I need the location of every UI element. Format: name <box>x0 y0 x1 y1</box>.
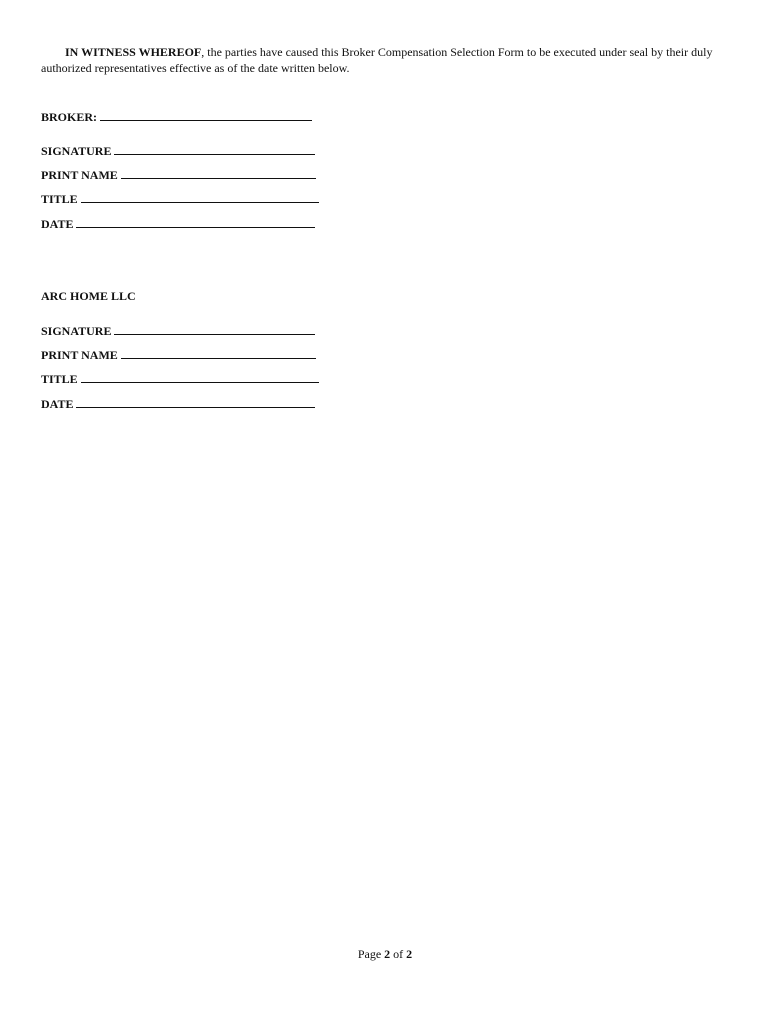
broker-field <box>41 108 312 124</box>
broker-date-label: DATE <box>41 217 74 231</box>
arc-title-line[interactable] <box>81 370 319 383</box>
broker-print-name-line[interactable] <box>121 166 316 179</box>
broker-date-field <box>41 215 315 231</box>
broker-name-line[interactable] <box>100 108 312 121</box>
witness-text: , the parties have caused this Broker Compensation Selection Form to be executed under seal by their duly authorized representatives effective as of the date written below. <box>41 45 713 75</box>
broker-print-name-label: PRINT NAME <box>41 168 118 182</box>
broker-title-line[interactable] <box>81 190 319 203</box>
broker-date-line[interactable] <box>76 215 315 228</box>
page-total: 2 <box>406 947 413 961</box>
witness-paragraph <box>41 44 731 76</box>
arc-signature-line[interactable] <box>114 322 315 335</box>
broker-signature-line[interactable] <box>114 142 315 155</box>
arc-print-name-label: PRINT NAME <box>41 348 118 362</box>
broker-label: BROKER: <box>41 110 98 124</box>
page-current: 2 <box>384 947 391 961</box>
arc-date-line[interactable] <box>76 395 315 408</box>
arc-signature-label: SIGNATURE <box>41 324 112 338</box>
arc-print-name-field <box>41 346 316 362</box>
page-middle: of <box>390 947 407 961</box>
arc-date-label: DATE <box>41 397 74 411</box>
arc-title-label: TITLE <box>41 372 78 386</box>
broker-print-name-field <box>41 166 316 182</box>
witness-lead: IN WITNESS WHEREOF <box>65 45 202 59</box>
broker-title-label: TITLE <box>41 192 78 206</box>
arc-date-field <box>41 395 315 411</box>
arc-signature-field <box>41 322 315 338</box>
broker-title-field <box>41 190 319 206</box>
arc-title-field <box>41 370 319 386</box>
page-prefix: Page <box>357 947 385 961</box>
page-number-footer <box>0 947 770 961</box>
arc-print-name-line[interactable] <box>121 346 316 359</box>
broker-signature-field <box>41 142 315 158</box>
broker-signature-label: SIGNATURE <box>41 144 112 158</box>
arc-home-heading: ARC HOME LLC <box>41 289 136 303</box>
